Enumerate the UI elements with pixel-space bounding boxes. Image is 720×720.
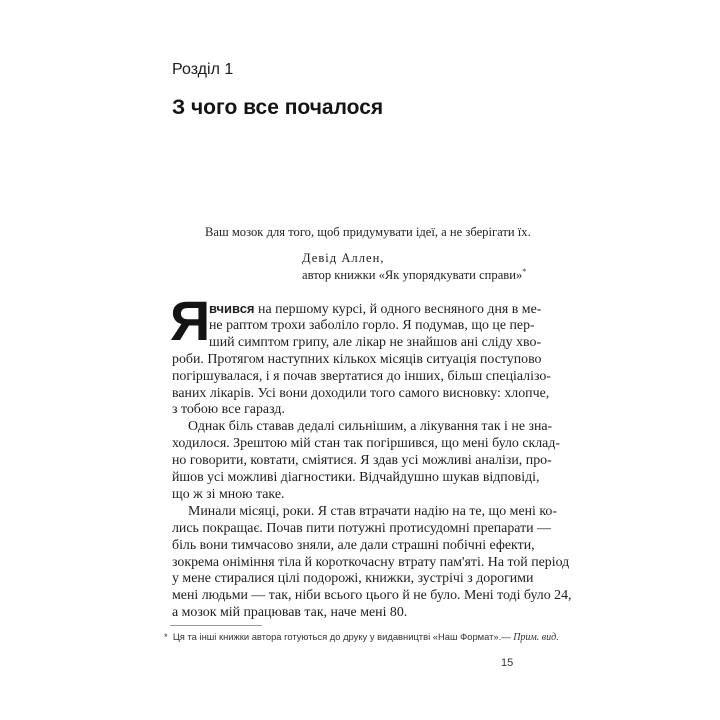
- body-line-17: у мене стиралися цілі подорожі, книжки, зустрічі з дорогими: [172, 571, 534, 587]
- body-line-5: погіршувалася, і я почав звертатися до інших, більш спеціалізо-: [172, 368, 551, 384]
- body-line-7: з тобою все гаразд.: [172, 402, 285, 418]
- lead-word: вчився: [209, 301, 255, 316]
- body-line-15: біль вони тимчасово зняли, але дали страшні побічні ефекти,: [172, 537, 535, 553]
- drop-cap: Я: [170, 289, 211, 352]
- epigraph-author: Девід Аллен,: [302, 251, 385, 265]
- body-line-18: мені людьми — так, ніби всього цього й не було. Мені тоді було 24,: [172, 588, 572, 604]
- body-line-2: не раптом трохи заболіло горло. Я подумав, що це пер-: [209, 317, 535, 333]
- body-line-10: но говорити, ковтати, сміятися. Я здав усі можливі аналізи, про-: [172, 453, 552, 469]
- footnote: [164, 631, 559, 643]
- epigraph-source: [302, 267, 526, 283]
- body-line-9: ходилося. Зрештою мій стан так погіршився, що мені було склад-: [172, 436, 561, 452]
- epigraph-source-text: автор книжки «Як упорядкувати справи»: [302, 268, 523, 283]
- epigraph-quote: Ваш мозок для того, щоб придумувати ідеї, а не зберігати їх.: [205, 225, 531, 239]
- chapter-label: Розділ 1: [172, 61, 234, 78]
- footnote-divider: [170, 625, 262, 626]
- body-line-6: ваних лікарів. Усі вони доходили того самого висновку: хлопче,: [172, 385, 550, 401]
- footnote-note: Прим. вид.: [513, 632, 559, 644]
- body-line-1: [209, 300, 541, 318]
- body-line-11: йшов усі можливі діагностики. Відчайдушно шукав відповіді,: [172, 470, 540, 485]
- body-line-14: лись покращає. Почав пити потужні протисудомні препарати —: [172, 520, 551, 536]
- body-line-12: що ж зі мною таке.: [172, 486, 285, 502]
- chapter-title: З чого все почалося: [172, 96, 384, 119]
- body-line-4: роби. Протягом наступних кількох місяців ситуація поступово: [172, 351, 542, 367]
- body-line-1-text: на першому курсі, й одного весняного дня в ме-: [254, 302, 542, 317]
- body-line-16: зокрема оніміння тіла й короткочасну втрату пам'яті. На той період: [172, 554, 570, 570]
- footnote-reference: *: [522, 267, 527, 276]
- page-number: 15: [501, 657, 514, 669]
- body-line-19: а мозок мій працював так, наче мені 80.: [172, 605, 408, 621]
- footnote-mark: *: [164, 631, 168, 643]
- body-line-13: Минали місяці, роки. Я став втрачати надію на те, що мені ко-: [188, 503, 557, 519]
- footnote-text: Ця та інші книжки автора готуються до друку у видавництві «Наш Формат».—: [172, 631, 511, 643]
- body-line-8: Однак біль ставав дедалі сильнішим, а лікування так і не зна-: [188, 419, 553, 435]
- body-line-3: ший симптом грипу, але лікар не знайшов ані сліду хво-: [209, 334, 542, 350]
